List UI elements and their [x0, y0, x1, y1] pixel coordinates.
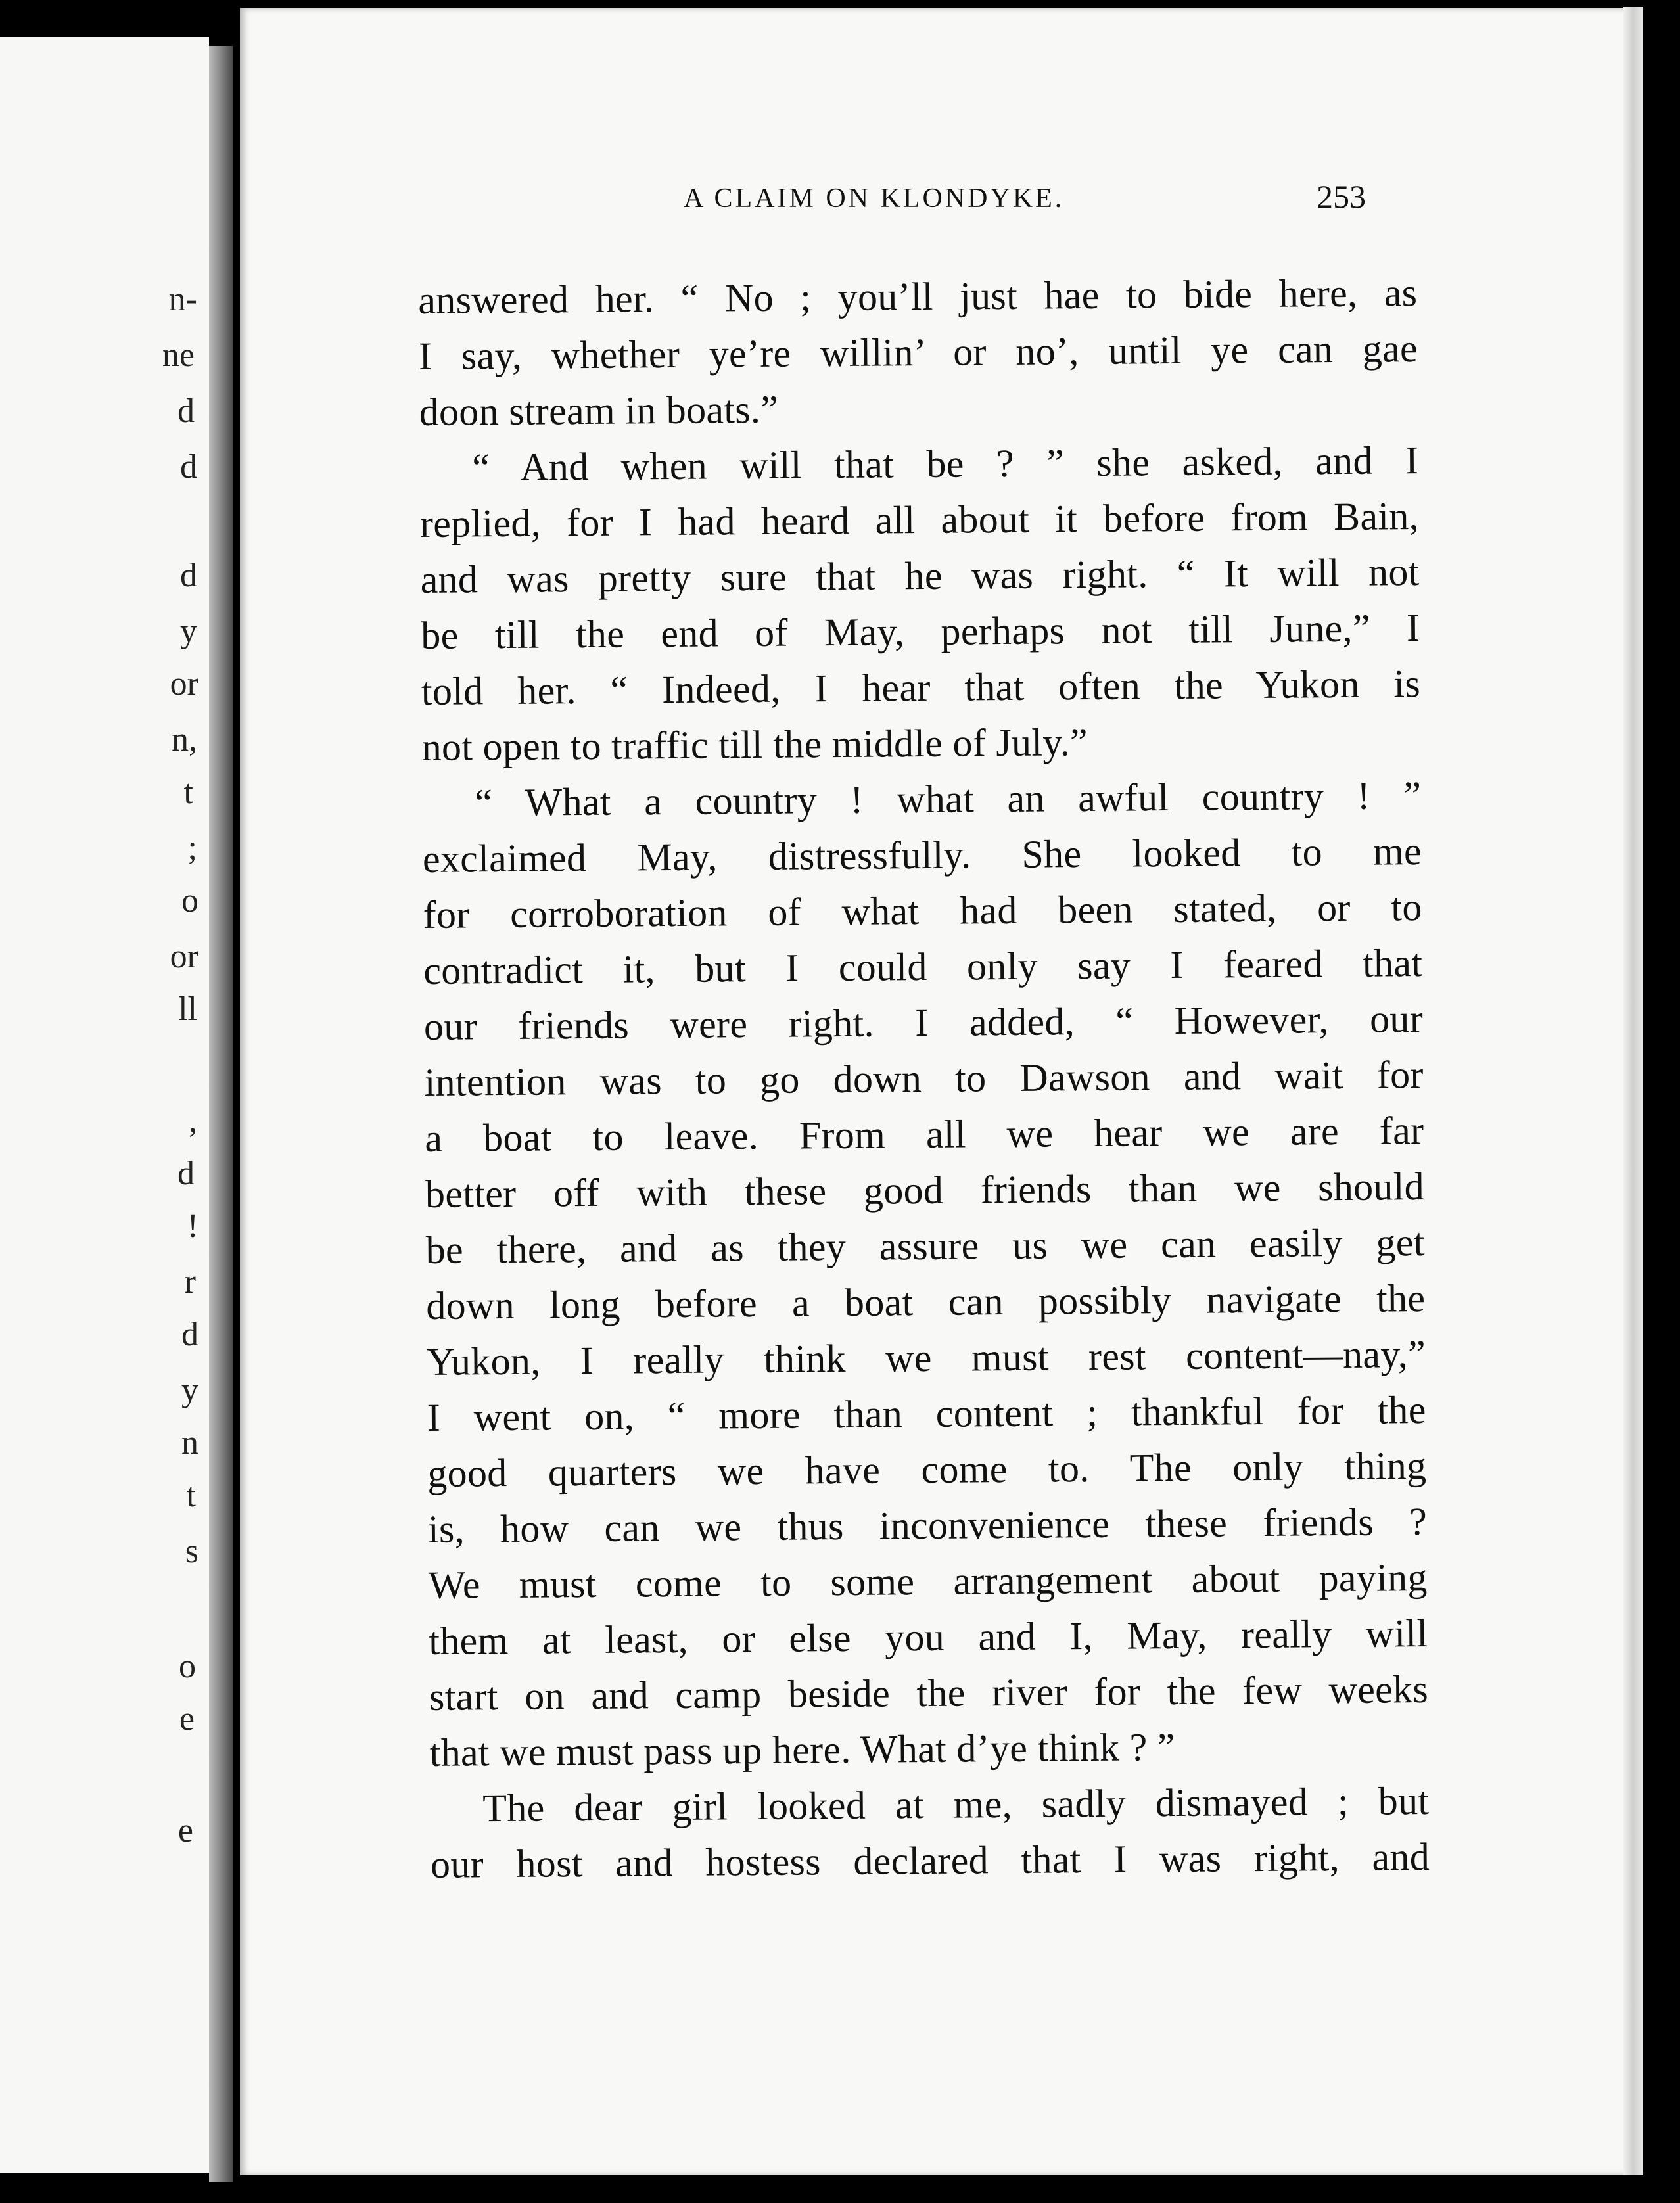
- page-number: 253: [1317, 178, 1366, 215]
- text-line: answered her. “ No ; you’ll just hae to bide here, as: [418, 271, 1418, 322]
- left-page-fragment: or: [170, 665, 198, 703]
- page-edge: [1623, 7, 1643, 2175]
- left-page-fragment: ;: [187, 829, 197, 867]
- left-page-fragment: r: [184, 1263, 196, 1301]
- text-line: good quarters we have come to. The only thing: [427, 1444, 1427, 1495]
- text-line: doon stream in boats.”: [419, 387, 779, 434]
- text-line: a boat to leave. From all we hear we are far: [425, 1109, 1424, 1160]
- text-line: “ What a country ! what an awful country ! ”: [475, 774, 1422, 825]
- left-page-fragment: o: [181, 882, 198, 919]
- left-page-fragment: e: [179, 1700, 195, 1738]
- left-page-fragment: y: [181, 1372, 198, 1409]
- text-line: is, how can we thus inconvenience these friends ?: [427, 1500, 1428, 1551]
- left-facing-page: [0, 37, 209, 2173]
- text-line: start on and camp beside the river for the few weeks: [429, 1667, 1429, 1719]
- left-page-fragment: or: [170, 938, 198, 975]
- text-line: told her. “ Indeed, I hear that often the Yukon is: [421, 662, 1421, 713]
- text-line: be till the end of May, perhaps not till June,” I: [421, 606, 1420, 657]
- text-line: I say, whether ye’re willin’ or no’, until ye can gae: [418, 327, 1418, 378]
- text-line: be there, and as they assure us we can easily get: [425, 1220, 1425, 1272]
- left-page-fragment: o: [179, 1648, 196, 1685]
- book-gutter-shadow: [209, 46, 233, 2182]
- left-page-fragment: d: [177, 392, 195, 430]
- text-line: down long before a boat can possibly navigate the: [426, 1276, 1426, 1328]
- text-line: The dear girl looked at me, sadly dismayed ; but: [482, 1778, 1430, 1830]
- left-page-fragment: ll: [178, 990, 197, 1028]
- text-line: not open to traffic till the middle of July.”: [421, 720, 1088, 769]
- left-page-fragment: s: [185, 1533, 198, 1570]
- left-page-fragment: d: [177, 1155, 195, 1192]
- text-line: We must come to some arrangement about paying: [428, 1556, 1428, 1607]
- text-line: our friends were right. I added, “ However, our: [423, 997, 1424, 1048]
- left-page-fragment: d: [180, 448, 197, 486]
- left-page-fragment: e: [177, 1812, 193, 1849]
- left-page-fragment: n: [181, 1424, 198, 1462]
- text-line: them at least, or else you and I, May, really will: [429, 1611, 1428, 1663]
- left-page-fragment: y: [180, 613, 197, 650]
- body-text: [418, 265, 1430, 1893]
- text-line: for corroboration of what had been stated, or to: [423, 885, 1422, 937]
- text-line: I went on, “ more than content ; thankful for the: [427, 1388, 1426, 1439]
- text-line: that we must pass up here. What d’ye think ? ”: [429, 1725, 1175, 1774]
- left-page-fragment: t: [186, 1477, 196, 1514]
- text-line: Yukon, I really think we must rest content—nay,”: [426, 1332, 1426, 1383]
- left-page-fragment: ne: [162, 336, 195, 374]
- left-page-fragment: n,: [172, 721, 197, 758]
- left-page-fragment: d: [181, 1316, 198, 1353]
- text-line: exclaimed May, distressfully. She looked to me: [422, 829, 1422, 881]
- left-page-fragment: ,: [189, 1102, 197, 1140]
- text-line: “ And when will that be ? ” she asked, and I: [472, 438, 1419, 490]
- text-line: replied, for I had heard all about it before from Bain,: [419, 494, 1420, 545]
- left-page-fragment: n-: [168, 281, 197, 318]
- left-page-fragment: d: [180, 557, 197, 594]
- text-line: our host and hostess declared that I was right, and: [430, 1834, 1430, 1886]
- text-line: and was pretty sure that he was right. “ It will not: [420, 550, 1420, 601]
- running-head: A CLAIM ON KLONDYKE.: [684, 183, 1065, 214]
- left-page-fragment: t: [183, 774, 193, 811]
- text-line: better off with these good friends than we should: [425, 1165, 1425, 1216]
- text-line: intention was to go down to Dawson and wait for: [424, 1053, 1424, 1104]
- left-page-fragment: !: [187, 1207, 198, 1245]
- text-line: contradict it, but I could only say I feared that: [423, 941, 1423, 992]
